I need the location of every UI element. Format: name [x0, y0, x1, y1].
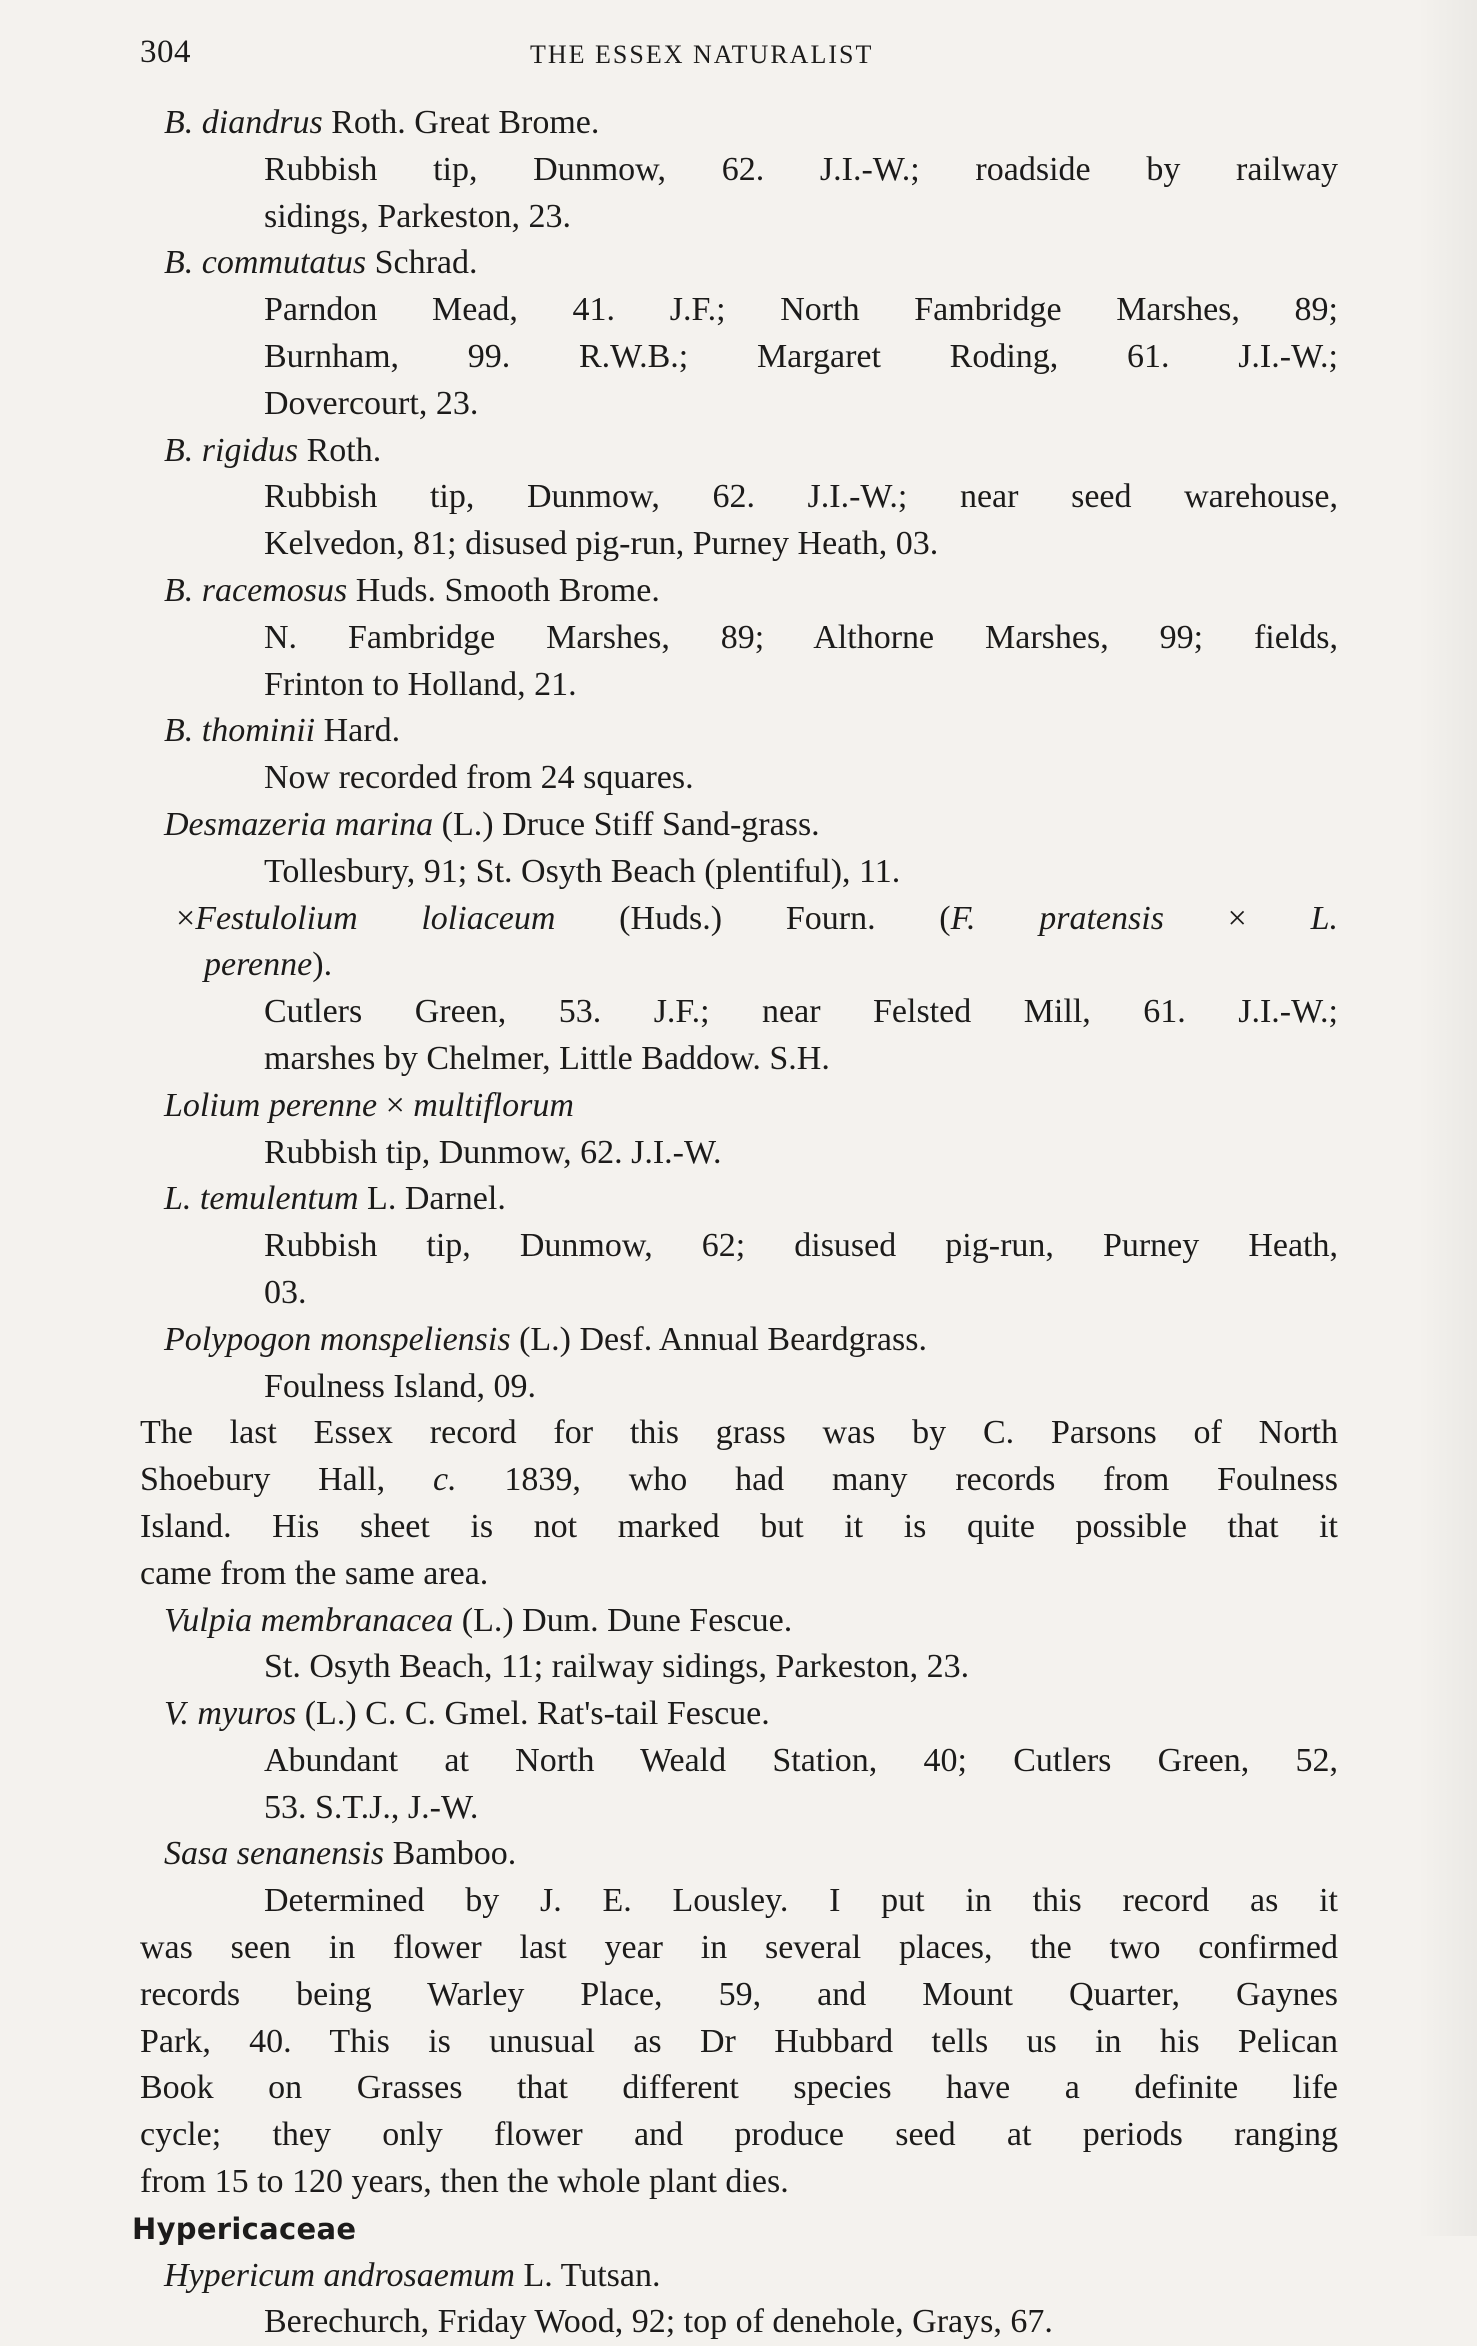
species-heading-b-commutatus [164, 240, 1354, 287]
record-line: sidings, Parkeston, 23. [264, 197, 571, 235]
species-name: Polypogon monspeliensis [164, 1320, 511, 1358]
species-heading-l-temulentum [164, 1176, 1354, 1223]
species-name: Hypericum androsaemum [164, 2256, 515, 2294]
note-line: was seen in flower last year in several places, the two confirmed [140, 1929, 1338, 1967]
species-name: L. temulentum [164, 1180, 359, 1218]
record-line: Foulness Island, 09. [264, 1367, 536, 1405]
record-line: Rubbish tip, Dunmow, 62. J.I.-W.; near seed warehouse, [264, 478, 1338, 516]
species-heading-lolium-hybrid: Lolium perenne × multiflorum [164, 1086, 574, 1124]
record-line: St. Osyth Beach, 11; railway sidings, Parkeston, 23. [264, 1648, 970, 1686]
species-authority: (L.) Dum. Dune Fescue. [453, 1601, 793, 1639]
page-edge-shadow [1417, 0, 1477, 2236]
species-heading-sasa [164, 1831, 1354, 1878]
record-line: Parndon Mead, 41. J.F.; North Fambridge Marshes, 89; [264, 291, 1338, 329]
note-line: The last Essex record for this grass was by C. Parsons of North [140, 1414, 1338, 1452]
species-heading-b-thominii [164, 708, 1354, 755]
record-line: Determined by J. E. Lousley. I put in this record as it [264, 1882, 1338, 1920]
record-line: Berechurch, Friday Wood, 92; top of denehole, Grays, 67. [264, 2303, 1053, 2341]
record-line: Kelvedon, 81; disused pig-run, Purney Heath, 03. [264, 525, 939, 563]
parent-a: F. pratensis [950, 899, 1164, 937]
record-line: Rubbish tip, Dunmow, 62. J.I.-W. [264, 1133, 722, 1171]
record-line: Frinton to Holland, 21. [264, 665, 577, 703]
record-line: 53. S.T.J., J.-W. [264, 1788, 479, 1826]
species-heading-desmazeria-marina [164, 802, 1354, 849]
species-authority: Schrad. [366, 244, 478, 282]
species-authority: (L.) Desf. Annual Beardgrass. [510, 1320, 927, 1358]
note-line: Park, 40. This is unusual as Dr Hubbard tells us in his Pelican [140, 2022, 1338, 2060]
species-name: B. racemosus [164, 571, 348, 609]
species-name: B. rigidus [164, 431, 299, 469]
record-line: 03. [264, 1273, 307, 1311]
record-line: Abundant at North Weald Station, 40; Cutlers Green, 52, [264, 1741, 1338, 1779]
record-line: Rubbish tip, Dunmow, 62; disused pig-run, Purney Heath, [264, 1227, 1338, 1265]
species-heading-hypericum [164, 2253, 1354, 2300]
species-authority: Roth. [298, 431, 382, 469]
running-head: THE ESSEX NATURALIST [530, 40, 874, 69]
species-name: Vulpia membranacea [164, 1601, 454, 1639]
page-content [132, 100, 1354, 2346]
note-line: came from the same area. [140, 1554, 489, 1592]
species-authority: Bamboo. [384, 1835, 517, 1873]
record-line: Now recorded from 24 squares. [264, 759, 694, 797]
species-name: Desmazeria marina [164, 805, 434, 843]
species-heading-festulolium: ×Festulolium loliaceum (Huds.) Fourn. (F. pratensis × L. [176, 899, 1338, 937]
species-authority: L. Darnel. [358, 1180, 506, 1218]
species-authority: Hard. [315, 712, 401, 750]
note-line: from 15 to 120 years, then the whole plant dies. [140, 2163, 789, 2201]
species-heading-vulpia [164, 1598, 1354, 1645]
page-header [140, 30, 1340, 80]
parent-b: L. [1310, 899, 1338, 937]
family-heading: Hypericaceae [132, 2211, 357, 2246]
species-name: Sasa senanensis [164, 1835, 385, 1873]
species-authority: (L.) C. C. Gmel. Rat's-tail Fescue. [296, 1695, 770, 1733]
note-line: Island. His sheet is not marked but it is quite possible that it [140, 1507, 1338, 1545]
species-heading-b-rigidus [164, 428, 1354, 475]
page-number: 304 [140, 34, 191, 70]
species-authority: (L.) Druce Stiff Sand-grass. [433, 805, 820, 843]
record-line: Tollesbury, 91; St. Osyth Beach (plentiful), 11. [264, 852, 901, 890]
species-authority: L. Tutsan. [514, 2256, 661, 2294]
record-line: Rubbish tip, Dunmow, 62. J.I.-W.; roadside by railway [264, 150, 1338, 188]
hybrid-sign: × [176, 899, 196, 937]
record-line: N. Fambridge Marshes, 89; Althorne Marshes, 99; fields, [264, 618, 1338, 656]
note-line: cycle; they only flower and produce seed at periods ranging [140, 2116, 1338, 2154]
species-authority: Huds. Smooth Brome. [347, 571, 660, 609]
species-heading-b-racemosus [164, 568, 1354, 615]
species-heading-polypogon [164, 1317, 1354, 1364]
note-line: Book on Grasses that different species have a definite life [140, 2069, 1338, 2107]
record-line: Dovercourt, 23. [264, 384, 479, 422]
species-name: B. thominii [164, 712, 316, 750]
record-line: Burnham, 99. R.W.B.; Margaret Roding, 61. J.I.-W.; [264, 337, 1338, 375]
species-heading-cont: perenne). [204, 946, 333, 984]
record-line: Cutlers Green, 53. J.F.; near Felsted Mill, 61. J.I.-W.; [264, 993, 1338, 1031]
record-line: marshes by Chelmer, Little Baddow. S.H. [264, 1039, 830, 1077]
species-heading-b-diandrus [164, 100, 1354, 147]
species-authority: Roth. Great Brome. [322, 104, 600, 141]
species-name: Festulolium loliaceum [195, 899, 556, 937]
note-line: Shoebury Hall, c. 1839, who had many records from Foulness [140, 1461, 1338, 1499]
species-name: B. diandrus [164, 104, 323, 141]
species-heading-v-myuros [164, 1691, 1354, 1738]
species-name: V. myuros [164, 1695, 297, 1733]
species-name: B. commutatus [164, 244, 367, 282]
note-line: records being Warley Place, 59, and Mount Quarter, Gaynes [140, 1975, 1338, 2013]
